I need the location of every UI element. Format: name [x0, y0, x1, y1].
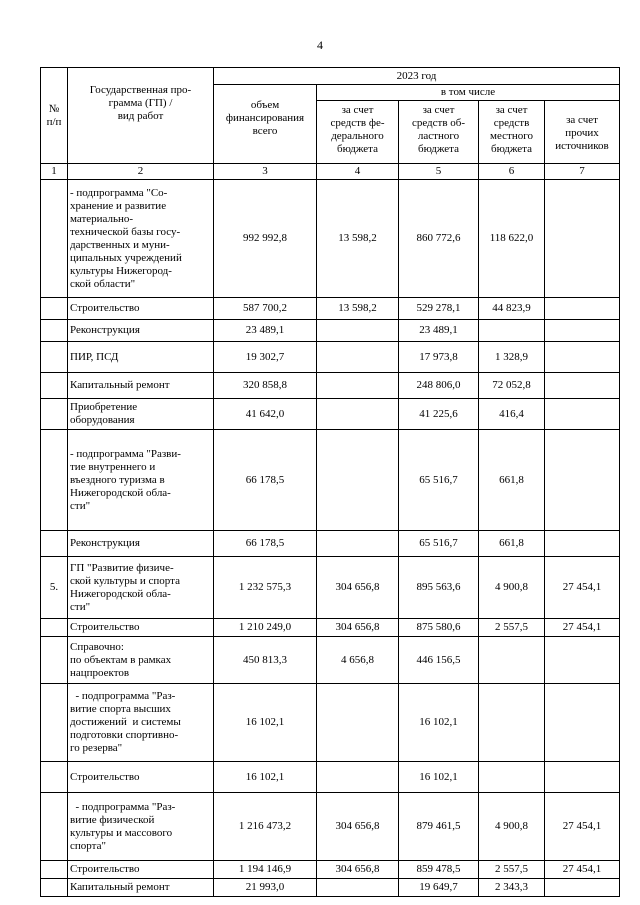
cell-regional: 859 478,5: [399, 861, 479, 879]
header-col-num: № п/п: [41, 68, 68, 164]
cell-local: 416,4: [479, 399, 545, 430]
cell-name: Строительство: [68, 619, 214, 637]
cell-federal: [317, 399, 399, 430]
cell-total: 16 102,1: [214, 684, 317, 762]
cell-federal: 13 598,2: [317, 298, 399, 320]
cell-num: [41, 684, 68, 762]
cell-local: 118 622,0: [479, 180, 545, 298]
cell-regional: 16 102,1: [399, 762, 479, 793]
cell-total: 992 992,8: [214, 180, 317, 298]
cell-federal: 13 598,2: [317, 180, 399, 298]
financing-table: [40, 67, 620, 897]
cell-total: 1 232 575,3: [214, 557, 317, 619]
cell-name: ПИР, ПСД: [68, 342, 214, 373]
cell-federal: 304 656,8: [317, 619, 399, 637]
cell-other: [545, 430, 620, 531]
cell-regional: 16 102,1: [399, 684, 479, 762]
cell-local: [479, 684, 545, 762]
cell-num: [41, 373, 68, 399]
cell-num: [41, 879, 68, 897]
column-number: 5: [399, 164, 479, 180]
cell-federal: [317, 684, 399, 762]
cell-num: [41, 619, 68, 637]
cell-regional: 19 649,7: [399, 879, 479, 897]
cell-other: [545, 180, 620, 298]
cell-other: 27 454,1: [545, 793, 620, 861]
cell-local: [479, 320, 545, 342]
cell-num: [41, 320, 68, 342]
table-row: [41, 619, 620, 637]
column-number: 7: [545, 164, 620, 180]
cell-name: Строительство: [68, 298, 214, 320]
cell-other: [545, 762, 620, 793]
cell-federal: 304 656,8: [317, 793, 399, 861]
cell-local: 2 557,5: [479, 861, 545, 879]
cell-local: 4 900,8: [479, 793, 545, 861]
table-row: [41, 298, 620, 320]
header-incl: в том числе: [317, 85, 620, 101]
table-row: [41, 399, 620, 430]
cell-local: 661,8: [479, 531, 545, 557]
cell-num: [41, 762, 68, 793]
cell-other: [545, 531, 620, 557]
cell-federal: [317, 373, 399, 399]
cell-federal: 304 656,8: [317, 557, 399, 619]
table-row: [41, 684, 620, 762]
cell-other: 27 454,1: [545, 861, 620, 879]
cell-regional: 529 278,1: [399, 298, 479, 320]
table-row: [41, 879, 620, 897]
cell-other: [545, 684, 620, 762]
cell-name: Реконструкция: [68, 320, 214, 342]
cell-num: [41, 861, 68, 879]
cell-local: 44 823,9: [479, 298, 545, 320]
column-number: 1: [41, 164, 68, 180]
cell-federal: 304 656,8: [317, 861, 399, 879]
header-year: 2023 год: [214, 68, 620, 85]
table-row: [41, 861, 620, 879]
cell-total: 66 178,5: [214, 430, 317, 531]
cell-regional: 875 580,6: [399, 619, 479, 637]
cell-local: 72 052,8: [479, 373, 545, 399]
cell-other: [545, 879, 620, 897]
cell-num: [41, 793, 68, 861]
cell-num: [41, 531, 68, 557]
header-col-regional: за счет средств об- ластного бюджета: [399, 101, 479, 164]
cell-total: 41 642,0: [214, 399, 317, 430]
cell-other: 27 454,1: [545, 619, 620, 637]
cell-other: [545, 637, 620, 684]
column-number: 3: [214, 164, 317, 180]
cell-federal: 4 656,8: [317, 637, 399, 684]
cell-num: 5.: [41, 557, 68, 619]
cell-regional: 65 516,7: [399, 531, 479, 557]
cell-local: 4 900,8: [479, 557, 545, 619]
cell-num: [41, 298, 68, 320]
cell-federal: [317, 531, 399, 557]
cell-regional: 446 156,5: [399, 637, 479, 684]
cell-regional: 895 563,6: [399, 557, 479, 619]
table-row: [41, 180, 620, 298]
cell-name: - подпрограмма "Разви- тие внутреннего и въездного туризма в Нижегородской обла- сти": [68, 430, 214, 531]
header-col-federal: за счет средств фе- дерального бюджета: [317, 101, 399, 164]
cell-name: - подпрограмма "Раз- витие физической культуры и массового спорта": [68, 793, 214, 861]
cell-name: Реконструкция: [68, 531, 214, 557]
cell-regional: 248 806,0: [399, 373, 479, 399]
cell-regional: 41 225,6: [399, 399, 479, 430]
cell-other: [545, 399, 620, 430]
cell-local: [479, 762, 545, 793]
cell-num: [41, 637, 68, 684]
cell-total: 66 178,5: [214, 531, 317, 557]
cell-total: 23 489,1: [214, 320, 317, 342]
cell-federal: [317, 879, 399, 897]
cell-other: [545, 298, 620, 320]
header-col-name: Государственная про- грамма (ГП) / вид работ: [68, 68, 214, 164]
cell-local: 2 343,3: [479, 879, 545, 897]
cell-name: - подпрограмма "Со- хранение и развитие материально- технической базы госу- дарственных и муни- ципальных учреждений культуры Нижегород- ской области": [68, 180, 214, 298]
cell-num: [41, 430, 68, 531]
cell-total: 19 302,7: [214, 342, 317, 373]
header-col-total: объем финансирования всего: [214, 85, 317, 164]
cell-regional: 17 973,8: [399, 342, 479, 373]
column-number: 6: [479, 164, 545, 180]
cell-total: 450 813,3: [214, 637, 317, 684]
cell-total: 1 194 146,9: [214, 861, 317, 879]
cell-total: 1 216 473,2: [214, 793, 317, 861]
cell-name: Строительство: [68, 762, 214, 793]
cell-name: Справочно: по объектам в рамках нацпроектов: [68, 637, 214, 684]
column-number: 4: [317, 164, 399, 180]
cell-name: Капитальный ремонт: [68, 373, 214, 399]
table-row: [41, 762, 620, 793]
cell-other: [545, 320, 620, 342]
cell-num: [41, 342, 68, 373]
page-number: 4: [317, 38, 323, 52]
cell-federal: [317, 342, 399, 373]
cell-regional: 65 516,7: [399, 430, 479, 531]
cell-local: [479, 637, 545, 684]
cell-name: Приобретение оборудования: [68, 399, 214, 430]
cell-total: 21 993,0: [214, 879, 317, 897]
table-row: [41, 531, 620, 557]
cell-num: [41, 180, 68, 298]
cell-federal: [317, 430, 399, 531]
cell-total: 16 102,1: [214, 762, 317, 793]
cell-regional: 860 772,6: [399, 180, 479, 298]
cell-regional: 879 461,5: [399, 793, 479, 861]
table-row: [41, 637, 620, 684]
cell-federal: [317, 320, 399, 342]
cell-regional: 23 489,1: [399, 320, 479, 342]
cell-local: 1 328,9: [479, 342, 545, 373]
table-row: [41, 430, 620, 531]
cell-total: 320 858,8: [214, 373, 317, 399]
cell-local: 2 557,5: [479, 619, 545, 637]
table-row: [41, 373, 620, 399]
cell-other: [545, 342, 620, 373]
table-row: [41, 342, 620, 373]
cell-federal: [317, 762, 399, 793]
cell-name: Строительство: [68, 861, 214, 879]
cell-num: [41, 399, 68, 430]
cell-name: - подпрограмма "Раз- витие спорта высших достижений и системы подготовки спортивно- го резерва": [68, 684, 214, 762]
table-row: [41, 320, 620, 342]
table-row: [41, 557, 620, 619]
cell-name: ГП "Развитие физиче- ской культуры и спорта Нижегородской обла- сти": [68, 557, 214, 619]
header-col-other: за счет прочих источников: [545, 101, 620, 164]
cell-name: Капитальный ремонт: [68, 879, 214, 897]
cell-local: 661,8: [479, 430, 545, 531]
cell-other: [545, 373, 620, 399]
cell-other: 27 454,1: [545, 557, 620, 619]
header-col-local: за счет средств местного бюджета: [479, 101, 545, 164]
table-row: [41, 793, 620, 861]
cell-total: 587 700,2: [214, 298, 317, 320]
column-number: 2: [68, 164, 214, 180]
cell-total: 1 210 249,0: [214, 619, 317, 637]
